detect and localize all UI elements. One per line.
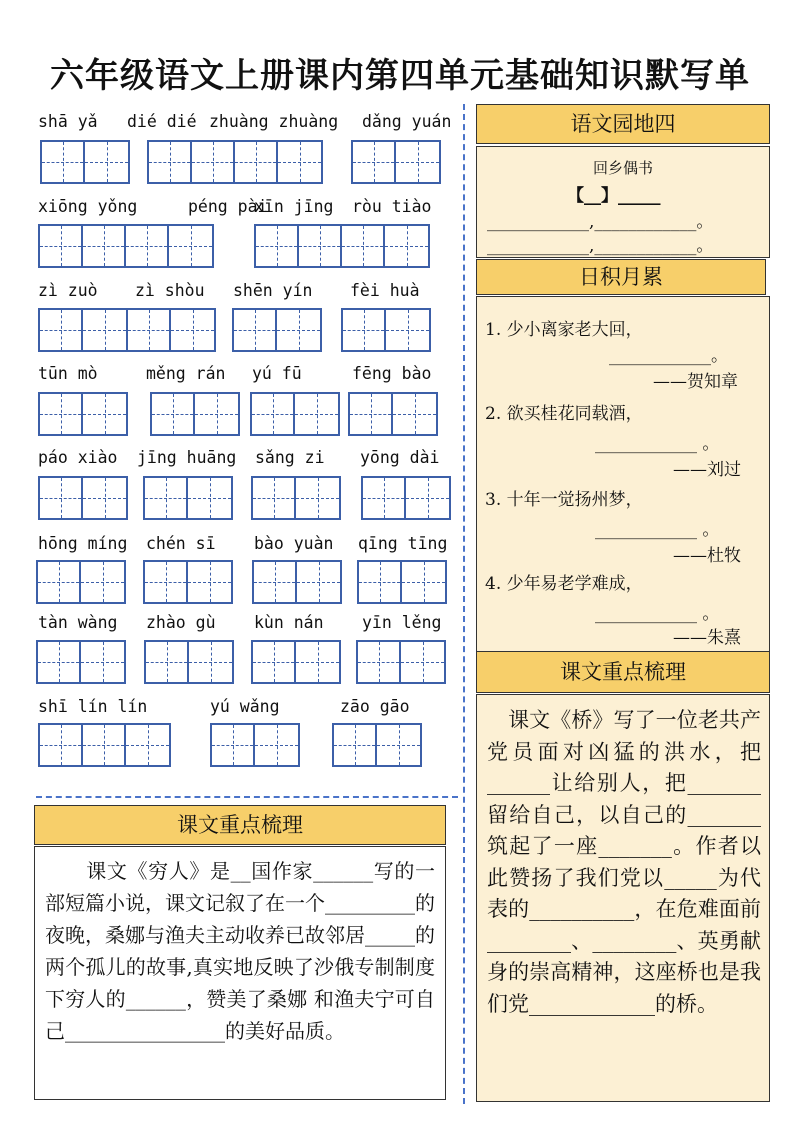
pinyin-label: yú wǎng — [210, 697, 280, 716]
pinyin-label: yú fū — [252, 364, 302, 383]
character-grid[interactable] — [210, 723, 300, 767]
grid-cell[interactable] — [83, 226, 126, 266]
pinyin-label: ròu tiào — [352, 197, 432, 216]
riji-panel — [476, 296, 770, 652]
grid-cell[interactable] — [42, 142, 85, 182]
grid-cell[interactable] — [83, 394, 126, 434]
grid-cell[interactable] — [126, 226, 169, 266]
grid-cell[interactable] — [386, 310, 429, 350]
grid-cell[interactable] — [188, 478, 231, 518]
grid-cell[interactable] — [252, 394, 295, 434]
grid-cell[interactable] — [342, 226, 385, 266]
character-grid[interactable] — [40, 140, 130, 184]
grid-cell[interactable] — [38, 562, 81, 602]
grid-cell[interactable] — [363, 478, 406, 518]
grid-cell[interactable] — [128, 310, 171, 350]
grid-cell[interactable] — [83, 725, 126, 765]
grid-cell[interactable] — [40, 725, 83, 765]
right-keypoints-header: 课文重点梳理 — [476, 651, 770, 693]
character-grid[interactable] — [36, 560, 126, 604]
grid-cell[interactable] — [146, 642, 189, 682]
character-grid[interactable] — [356, 640, 446, 684]
pinyin-label: sǎng zi — [255, 448, 325, 467]
riji-item-2-blank: ____________ 。 — [595, 434, 720, 454]
page-title: 六年级语文上册课内第四单元基础知识默写单 — [50, 56, 750, 96]
pinyin-label: shā yǎ — [38, 112, 98, 131]
grid-cell[interactable] — [81, 562, 124, 602]
grid-cell[interactable] — [296, 478, 339, 518]
pinyin-label: zhuàng zhuàng — [209, 112, 339, 131]
riji-item-2-question: 2. 欲买桂花同载酒， — [485, 404, 643, 424]
riji-item-4-question: 4. 少年易老学难成， — [485, 574, 643, 594]
riji-item-2-author: ——刘过 — [673, 460, 741, 480]
poem-line-1: ____________,____________。 — [487, 212, 714, 232]
grid-cell[interactable] — [254, 562, 297, 602]
grid-cell[interactable] — [343, 310, 386, 350]
character-grid[interactable] — [150, 392, 240, 436]
grid-cell[interactable] — [40, 394, 83, 434]
pinyin-label: yīn lěng — [362, 613, 442, 632]
character-grid[interactable] — [254, 224, 430, 268]
grid-cell[interactable] — [234, 310, 277, 350]
pinyin-label: xīn jīng — [254, 197, 334, 216]
grid-cell[interactable] — [195, 394, 238, 434]
grid-cell[interactable] — [406, 478, 449, 518]
character-grid[interactable] — [251, 476, 341, 520]
character-grid[interactable] — [38, 224, 214, 268]
grid-cell[interactable] — [359, 562, 402, 602]
grid-cell[interactable] — [401, 642, 444, 682]
grid-cell[interactable] — [296, 642, 339, 682]
riji-item-4-author: ——朱熹 — [673, 628, 741, 648]
pinyin-label: zāo gāo — [340, 697, 410, 716]
poem-author-blank: 【__】_____ — [567, 186, 661, 206]
pinyin-label: shēn yín — [233, 281, 313, 300]
character-grid[interactable] — [250, 392, 340, 436]
left-keypoints-panel — [34, 846, 446, 1100]
grid-cell[interactable] — [377, 725, 420, 765]
character-grid[interactable] — [361, 476, 451, 520]
grid-cell[interactable] — [402, 562, 445, 602]
pinyin-label: zhào gù — [146, 613, 216, 632]
pinyin-label: chén sī — [146, 534, 216, 553]
grid-cell[interactable] — [253, 642, 296, 682]
character-grid[interactable] — [126, 308, 216, 352]
character-grid[interactable] — [38, 476, 128, 520]
grid-cell[interactable] — [297, 562, 340, 602]
horizontal-divider — [36, 796, 458, 798]
grid-cell[interactable] — [358, 642, 401, 682]
grid-cell[interactable] — [81, 642, 124, 682]
pinyin-label: měng rán — [146, 364, 226, 383]
pinyin-label: bào yuàn — [254, 534, 334, 553]
character-grid[interactable] — [357, 560, 447, 604]
grid-cell[interactable] — [334, 725, 377, 765]
right-keypoints-panel — [476, 694, 770, 1102]
pinyin-label: fēng bào — [352, 364, 432, 383]
grid-cell[interactable] — [38, 642, 81, 682]
grid-cell[interactable] — [83, 478, 126, 518]
character-grid[interactable] — [143, 476, 233, 520]
pinyin-label: yōng dài — [360, 448, 440, 467]
character-grid[interactable] — [341, 308, 431, 352]
riji-yuelei-header: 日积月累 — [476, 259, 766, 295]
grid-cell[interactable] — [235, 142, 278, 182]
grid-cell[interactable] — [299, 226, 342, 266]
pinyin-label: tàn wàng — [38, 613, 118, 632]
pinyin-label: fèi huà — [350, 281, 420, 300]
grid-cell[interactable] — [126, 725, 169, 765]
grid-cell[interactable] — [85, 142, 128, 182]
character-grid[interactable] — [348, 392, 438, 436]
grid-cell[interactable] — [278, 142, 321, 182]
pinyin-label: jīng huāng — [137, 448, 237, 467]
left-keypoints-text: 课文《穷人》是__国作家______写的一部短篇小说，课文记叙了在一个_________的夜晚，桑娜与渔夫主动收养已故邻居_____的两个孤儿的故事,真实地反映了沙俄专制制度下穷人的______，赞美了桑娜 和渔夫宁可自己________________的美好品质。 — [45, 859, 435, 1043]
grid-cell[interactable] — [353, 142, 396, 182]
grid-cell[interactable] — [350, 394, 393, 434]
pinyin-label: dié dié — [127, 112, 197, 131]
right-keypoints-text: 课文《桥》写了一位老共产党员面对凶猛的洪水，把______让给别人，把_______留给自己，以自己的_______筑起了一座_______。作者以此赞扬了我们党以_____为代表的__________，在危难面前________、________、英勇献身的崇高精神，这座桥也是我们党____________的桥。 — [487, 708, 761, 1016]
grid-cell[interactable] — [295, 394, 338, 434]
character-grid[interactable] — [251, 640, 341, 684]
character-grid[interactable] — [232, 308, 322, 352]
grid-cell[interactable] — [149, 142, 192, 182]
pinyin-label: qīng tīng — [358, 534, 448, 553]
left-keypoints-header: 课文重点梳理 — [34, 805, 446, 845]
poem-panel — [476, 146, 770, 258]
pinyin-label: páo xiào — [38, 448, 118, 467]
pinyin-label: zì zuò — [38, 281, 98, 300]
character-grid[interactable] — [38, 392, 128, 436]
pinyin-label: hōng míng — [38, 534, 128, 553]
character-grid[interactable] — [38, 723, 171, 767]
character-grid[interactable] — [36, 640, 126, 684]
poem-title: 回乡偶书 — [592, 159, 653, 177]
poem-line-2: ____________,____________。 — [487, 236, 714, 256]
grid-cell[interactable] — [189, 642, 232, 682]
yuwen-yuandi-header: 语文园地四 — [476, 104, 770, 144]
grid-cell[interactable] — [40, 226, 83, 266]
grid-cell[interactable] — [255, 725, 298, 765]
pinyin-label: xiōng yǒng — [38, 197, 138, 216]
grid-cell[interactable] — [152, 394, 195, 434]
pinyin-label: tūn mò — [38, 364, 98, 383]
pinyin-label: kùn nán — [254, 613, 324, 632]
character-grid[interactable] — [144, 640, 234, 684]
riji-item-3-author: ——杜牧 — [673, 546, 741, 566]
riji-item-3-blank: ____________ 。 — [595, 520, 720, 540]
grid-cell[interactable] — [253, 478, 296, 518]
grid-cell[interactable] — [256, 226, 299, 266]
character-grid[interactable] — [351, 140, 441, 184]
riji-item-1-author: ——贺知章 — [653, 372, 738, 392]
grid-cell[interactable] — [169, 226, 212, 266]
pinyin-label: péng pài — [188, 197, 268, 216]
grid-cell[interactable] — [40, 310, 83, 350]
riji-item-3-question: 3. 十年一觉扬州梦， — [485, 490, 643, 510]
vertical-divider — [463, 104, 465, 1104]
riji-item-1-blank: ____________。 — [609, 346, 728, 366]
riji-item-4-blank: ____________ 。 — [595, 604, 720, 624]
character-grid[interactable] — [143, 560, 233, 604]
grid-cell[interactable] — [277, 310, 320, 350]
character-grid[interactable] — [38, 308, 128, 352]
grid-cell[interactable] — [192, 142, 235, 182]
character-grid[interactable] — [332, 723, 422, 767]
grid-cell[interactable] — [83, 310, 126, 350]
grid-cell[interactable] — [188, 562, 231, 602]
grid-cell[interactable] — [40, 478, 83, 518]
grid-cell[interactable] — [145, 478, 188, 518]
pinyin-label: dǎng yuán — [362, 112, 452, 131]
riji-item-1-question: 1. 少小离家老大回， — [485, 320, 643, 340]
character-grid[interactable] — [147, 140, 323, 184]
grid-cell[interactable] — [171, 310, 214, 350]
grid-cell[interactable] — [396, 142, 439, 182]
character-grid[interactable] — [252, 560, 342, 604]
pinyin-label: zì shòu — [135, 281, 205, 300]
pinyin-label: shī lín lín — [38, 697, 148, 716]
grid-cell[interactable] — [393, 394, 436, 434]
grid-cell[interactable] — [385, 226, 428, 266]
grid-cell[interactable] — [212, 725, 255, 765]
grid-cell[interactable] — [145, 562, 188, 602]
